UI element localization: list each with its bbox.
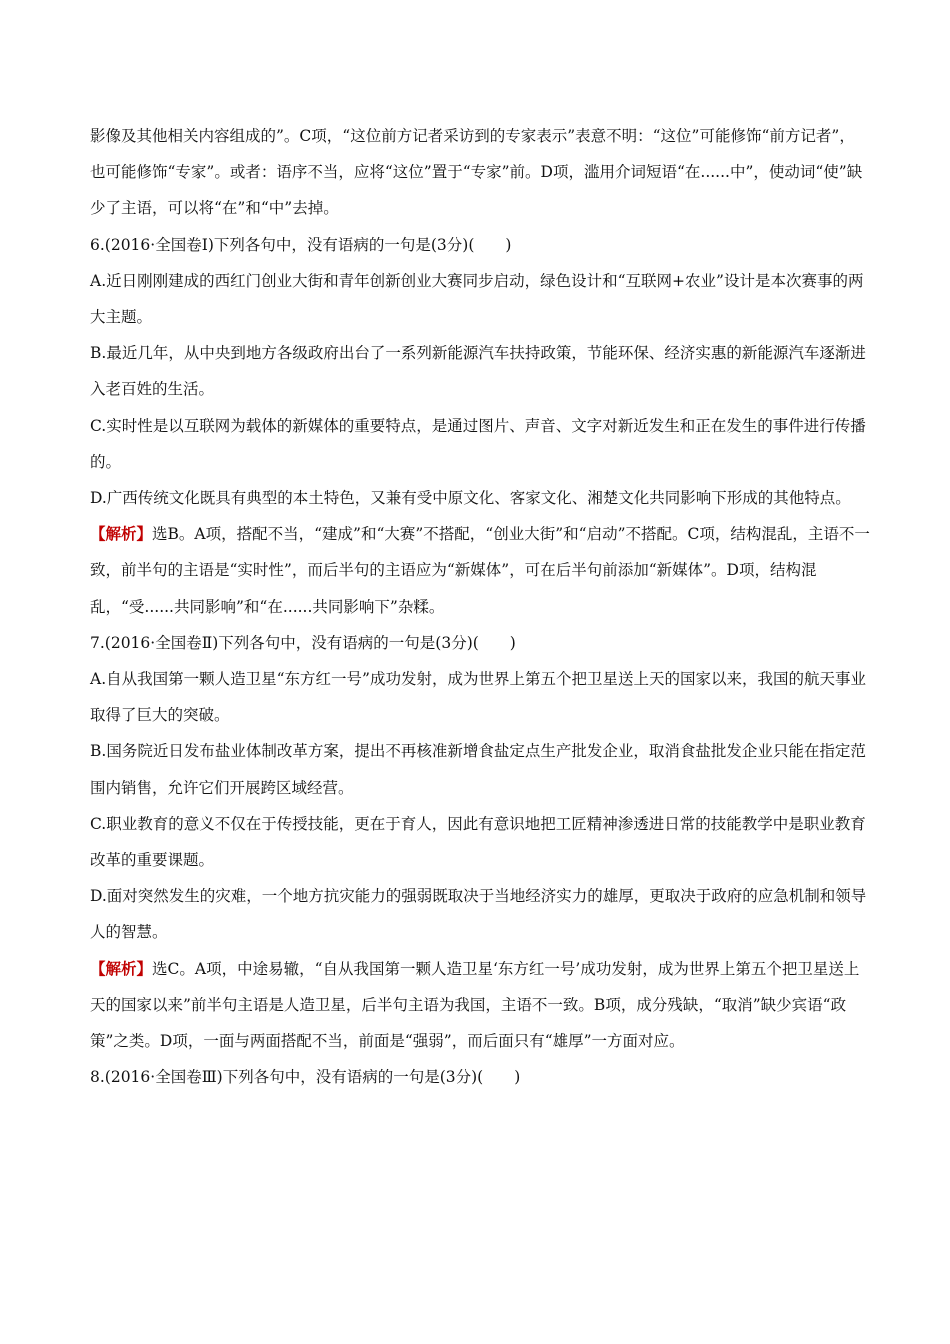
previous-analysis-continuation: 影像及其他相关内容组成的”。C项，“这位前方记者采访到的专家表示”表意不明：“这位”可能修饰“前方记者”，也可能修饰“专家”。或者：语序不当，应将“这位”置于“专家”前。D项，滥用介词短语“在......中”，使动词“使”缺少了主语，可以将“在”和“中”去掉。 — [90, 127, 863, 218]
question-8-stem: 8.(2016·全国卷Ⅲ)下列各句中，没有语病的一句是(3分)( ) — [90, 1068, 521, 1087]
question-7-analysis — [90, 951, 870, 1060]
question-7-option-d: D.面对突然发生的灾难，一个地方抗灾能力的强弱既取决于当地经济实力的雄厚，更取决于政府的应急机制和领导人的智慧。 — [90, 887, 867, 942]
document-body — [90, 118, 870, 1095]
question-7-stem: 7.(2016·全国卷Ⅱ)下列各句中，没有语病的一句是(3分)( ) — [90, 633, 516, 652]
question-6-option-a: A.近日刚刚建成的西红门创业大街和青年创新创业大赛同步启动，绿色设计和“互联网+农业”设计是本次赛事的两大主题。 — [90, 271, 864, 327]
question-6-option-c: C.实时性是以互联网为载体的新媒体的重要特点，是通过图片、声音、文字对新近发生和正在发生的事件进行传播的。 — [90, 416, 866, 471]
question-7-analysis-text: 选C。A项，中途易辙，“自从我国第一颗人造卫星‘东方红一号’成功发射，成为世界上第五个把卫星送上天的国家以来”前半句主语是人造卫星，后半句主语为我国，主语不一致。B项，成分残缺，“取消”缺少宾语“政策”之类。D项，一面与两面搭配不当，前面是“强弱”，而后面只有“雄厚”一方面对应。 — [90, 959, 860, 1051]
question-6-option-d: D.广西传统文化既具有典型的本土特色，又兼有受中原文化、客家文化、湘楚文化共同影响下形成的其他特点。 — [90, 489, 851, 508]
question-7-option-a: A.自从我国第一颗人造卫星“东方红一号”成功发射，成为世界上第五个把卫星送上天的国家以来，我国的航天事业取得了巨大的突破。 — [90, 670, 866, 725]
analysis-label: 【解析】 — [90, 524, 153, 544]
analysis-label: 【解析】 — [90, 958, 153, 978]
question-6-analysis — [90, 516, 870, 625]
question-7-option-b: B.国务院近日发布盐业体制改革方案，提出不再核准新增食盐定点生产批发企业，取消食盐批发企业只能在指定范围内销售，允许它们开展跨区域经营。 — [90, 742, 866, 797]
question-6-analysis-text: 选B。A项，搭配不当，“建成”和“大赛”不搭配，“创业大街”和“启动”不搭配。C项，结构混乱，主语不一致，前半句的主语是“实时性”，而后半句的主语应为“新媒体”，可在后半句前添加“新媒体”。D项，结构混乱，“受......共同影响”和“在......共同影响下”杂糅。 — [90, 525, 870, 616]
question-6-option-b: B.最近几年，从中央到地方各级政府出台了一系列新能源汽车扶持政策，节能环保、经济实惠的新能源汽车逐渐进入老百姓的生活。 — [90, 344, 866, 399]
question-7-option-c: C.职业教育的意义不仅在于传授技能，更在于育人，因此有意识地把工匠精神渗透进日常的技能教学中是职业教育改革的重要课题。 — [90, 814, 866, 870]
question-6-stem: 6.(2016·全国卷Ⅰ)下列各句中，没有语病的一句是(3分)( ) — [90, 235, 512, 254]
